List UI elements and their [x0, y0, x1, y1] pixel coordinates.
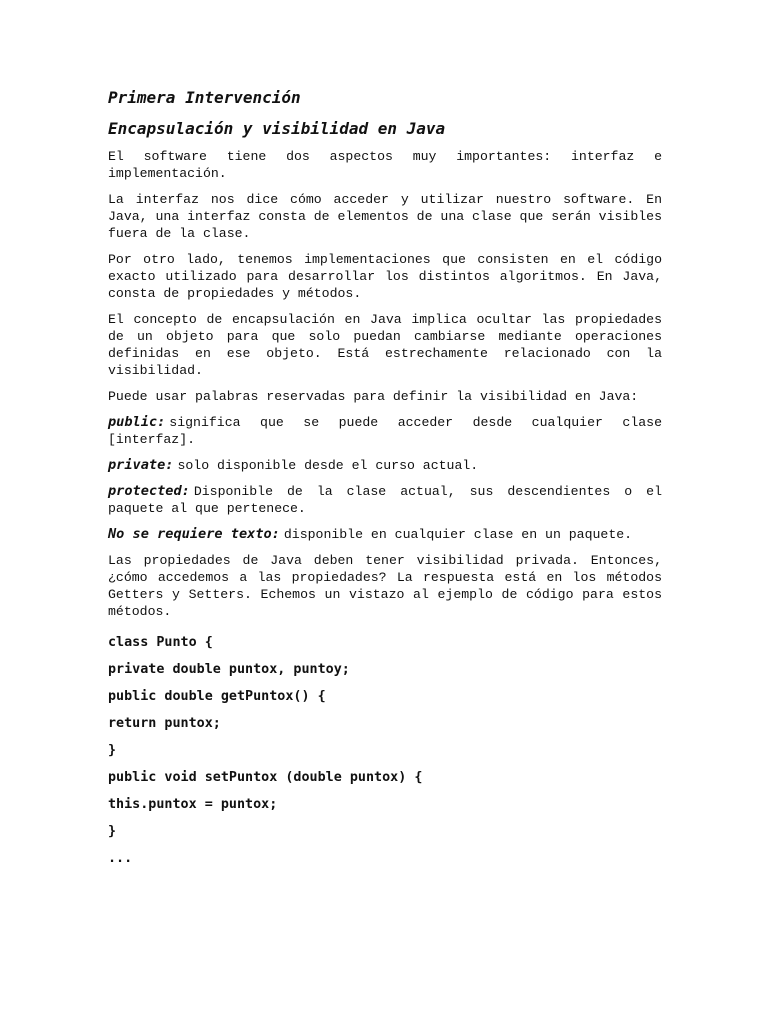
modifier-default	[108, 526, 662, 543]
code-line: private double puntox, puntoy;	[108, 662, 350, 677]
code-line: class Punto {	[108, 635, 213, 650]
paragraph-aspects: El software tiene dos aspectos muy importantes: interfaz e implementación.	[108, 149, 662, 181]
modifier-protected	[108, 483, 662, 517]
paragraph-encapsulation: El concepto de encapsulación en Java implica ocultar las propiedades de un objeto para que solo puedan cambiarse mediante operaciones definidas en ese objeto. Está estrechamente relacionado con la visibilidad.	[108, 312, 662, 378]
modifier-keyword: public:	[108, 414, 166, 430]
section-subtitle: Encapsulación y visibilidad en Java	[108, 119, 446, 138]
modifier-keyword: protected:	[108, 483, 190, 499]
code-line: }	[108, 824, 117, 839]
code-line: return puntox;	[108, 716, 221, 731]
paragraph-interface: La interfaz nos dice cómo acceder y utilizar nuestro software. En Java, una interfaz consta de elementos de una clase que serán visibles fuera de la clase.	[108, 192, 662, 241]
paragraph-getters-setters: Las propiedades de Java deben tener visibilidad privada. Entonces, ¿cómo accedemos a las propiedades? La respuesta está en los métodos Getters y Setters. Echemos un vistazo al ejemplo de código para estos métodos.	[108, 553, 662, 619]
code-line: }	[108, 743, 117, 758]
code-line: this.puntox = puntox;	[108, 797, 278, 812]
modifier-keyword: private:	[108, 457, 174, 473]
modifier-description: disponible en cualquier clase en un paquete.	[283, 527, 633, 542]
document-page	[108, 88, 662, 877]
paragraph-reserved-words: Puede usar palabras reservadas para definir la visibilidad en Java:	[108, 389, 639, 404]
modifier-private	[108, 457, 662, 474]
modifier-description: significa que se puede acceder desde cualquier clase [interfaz].	[108, 415, 662, 447]
code-line: public void setPuntox (double puntox) {	[108, 770, 423, 785]
code-line: public double getPuntox() {	[108, 689, 326, 704]
paragraph-implementation: Por otro lado, tenemos implementaciones que consisten en el código exacto utilizado para desarrollar los distintos algoritmos. En Java, consta de propiedades y métodos.	[108, 252, 662, 301]
modifier-description: Disponible de la clase actual, sus descendientes o el paquete al que pertenece.	[108, 484, 662, 516]
modifier-public	[108, 414, 662, 448]
code-block	[108, 634, 662, 867]
modifier-keyword: No se requiere texto:	[108, 526, 280, 542]
code-line: ...	[108, 851, 133, 866]
page-title: Primera Intervención	[108, 88, 301, 107]
modifier-description: solo disponible desde el curso actual.	[177, 458, 479, 473]
